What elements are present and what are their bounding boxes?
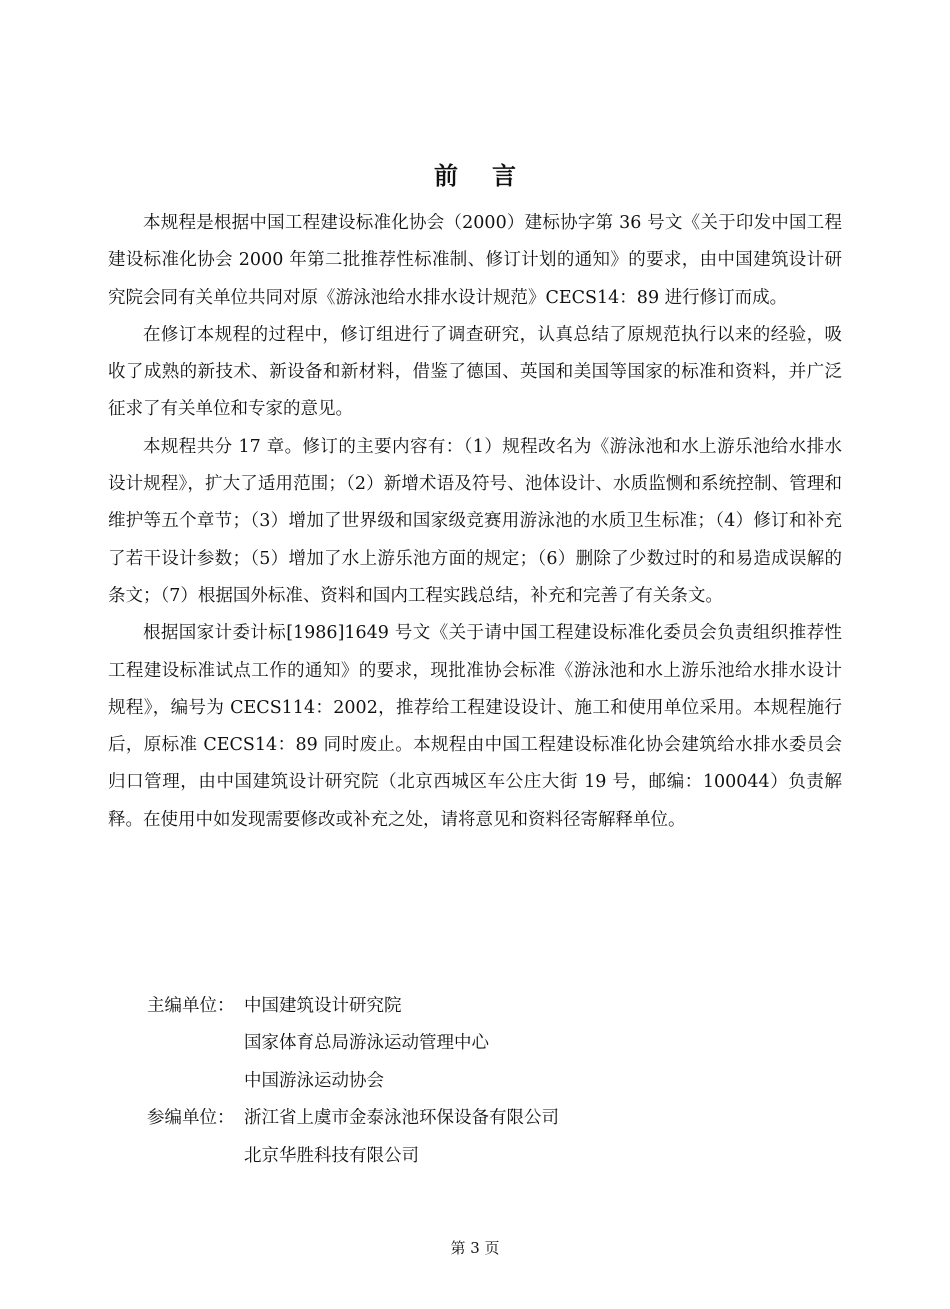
participating-unit-row [147, 1138, 559, 1175]
participating-unit-label: 参编单位： [147, 1108, 235, 1129]
participating-unit-name: 北京华胜科技有限公司 [244, 1145, 419, 1166]
chief-unit-name: 国家体育总局游泳运动管理中心 [244, 1033, 489, 1054]
paragraph-2: 在修订本规程的过程中，修订组进行了调查研究，认真总结了原规范执行以来的经验，吸收了成熟的新技术、新设备和新材料，借鉴了德国、英国和美国等国家的标准和资料，并广泛征求了有关单位和专家的意见。 [108, 324, 842, 420]
page-title: 前言 [434, 161, 550, 190]
chief-unit-label: 主编单位： [147, 996, 235, 1016]
paragraph-3: 本规程共分 17 章。修订的主要内容有：（1）规程改名为《游泳池和水上游乐池给水排水设计规程》，扩大了适用范围；（2）新增术语及符号、池体设计、水质监恻和系统控制、管理和维护等五个章节；（3）增加了世界级和国家级竞赛用游泳池的水质卫生标准；（4）修订和补充了若干设计参数；（5）增加了水上游乐池方面的规定；（6）删除了少数过时的和易造成误解的条文；（7）根据国外标准、资料和国内工程实践总结，补充和完善了有关条文。 [108, 436, 842, 606]
chief-unit-row [147, 1025, 559, 1062]
page-number: 第 3 页 [450, 1239, 500, 1257]
participating-unit-name: 浙江省上虞市金泰泳池环保设备有限公司 [244, 1108, 559, 1129]
paragraph-4: 根据国家计委计标[1986]1649 号文《关于请中国工程建设标准化委员会负责组织推荐性工程建设标准试点工作的通知》的要求，现批准协会标准《游泳池和水上游乐池给水排水设计规程》，编号为 CECS114：2002，推荐给工程建设设计、施工和使用单位采用。本规程施行后，原标准 CECS14：89 同时废止。本规程由中国工程建设标准化协会建筑给水排水委员会归口管理，由中国建筑设计研究院（北京西城区车公庄大街 19 号，邮编：100044）负责解释。在使用中如发现需要修改或补充之处，请将意见和资料径寄解释单位。 [108, 623, 842, 830]
participating-unit-row [147, 1100, 559, 1137]
chief-unit-name: 中国游泳运动协会 [244, 1070, 384, 1091]
paragraph-1: 本规程是根据中国工程建设标准化协会（2000）建标协字第 36 号文《关于印发中国工程建设标准化协会 2000 年第二批推荐性标准制、修订计划的通知》的要求，由中国建筑设计研究院会同有关单位共同对原《游泳池给水排水设计规范》CECS14：89 进行修订而成。 [108, 213, 842, 308]
chief-unit-row [147, 1063, 559, 1100]
chief-unit-name: 中国建筑设计研究院 [244, 996, 402, 1016]
editing-units [147, 988, 559, 1175]
chief-unit-row [147, 988, 559, 1025]
preface-body [108, 205, 842, 839]
